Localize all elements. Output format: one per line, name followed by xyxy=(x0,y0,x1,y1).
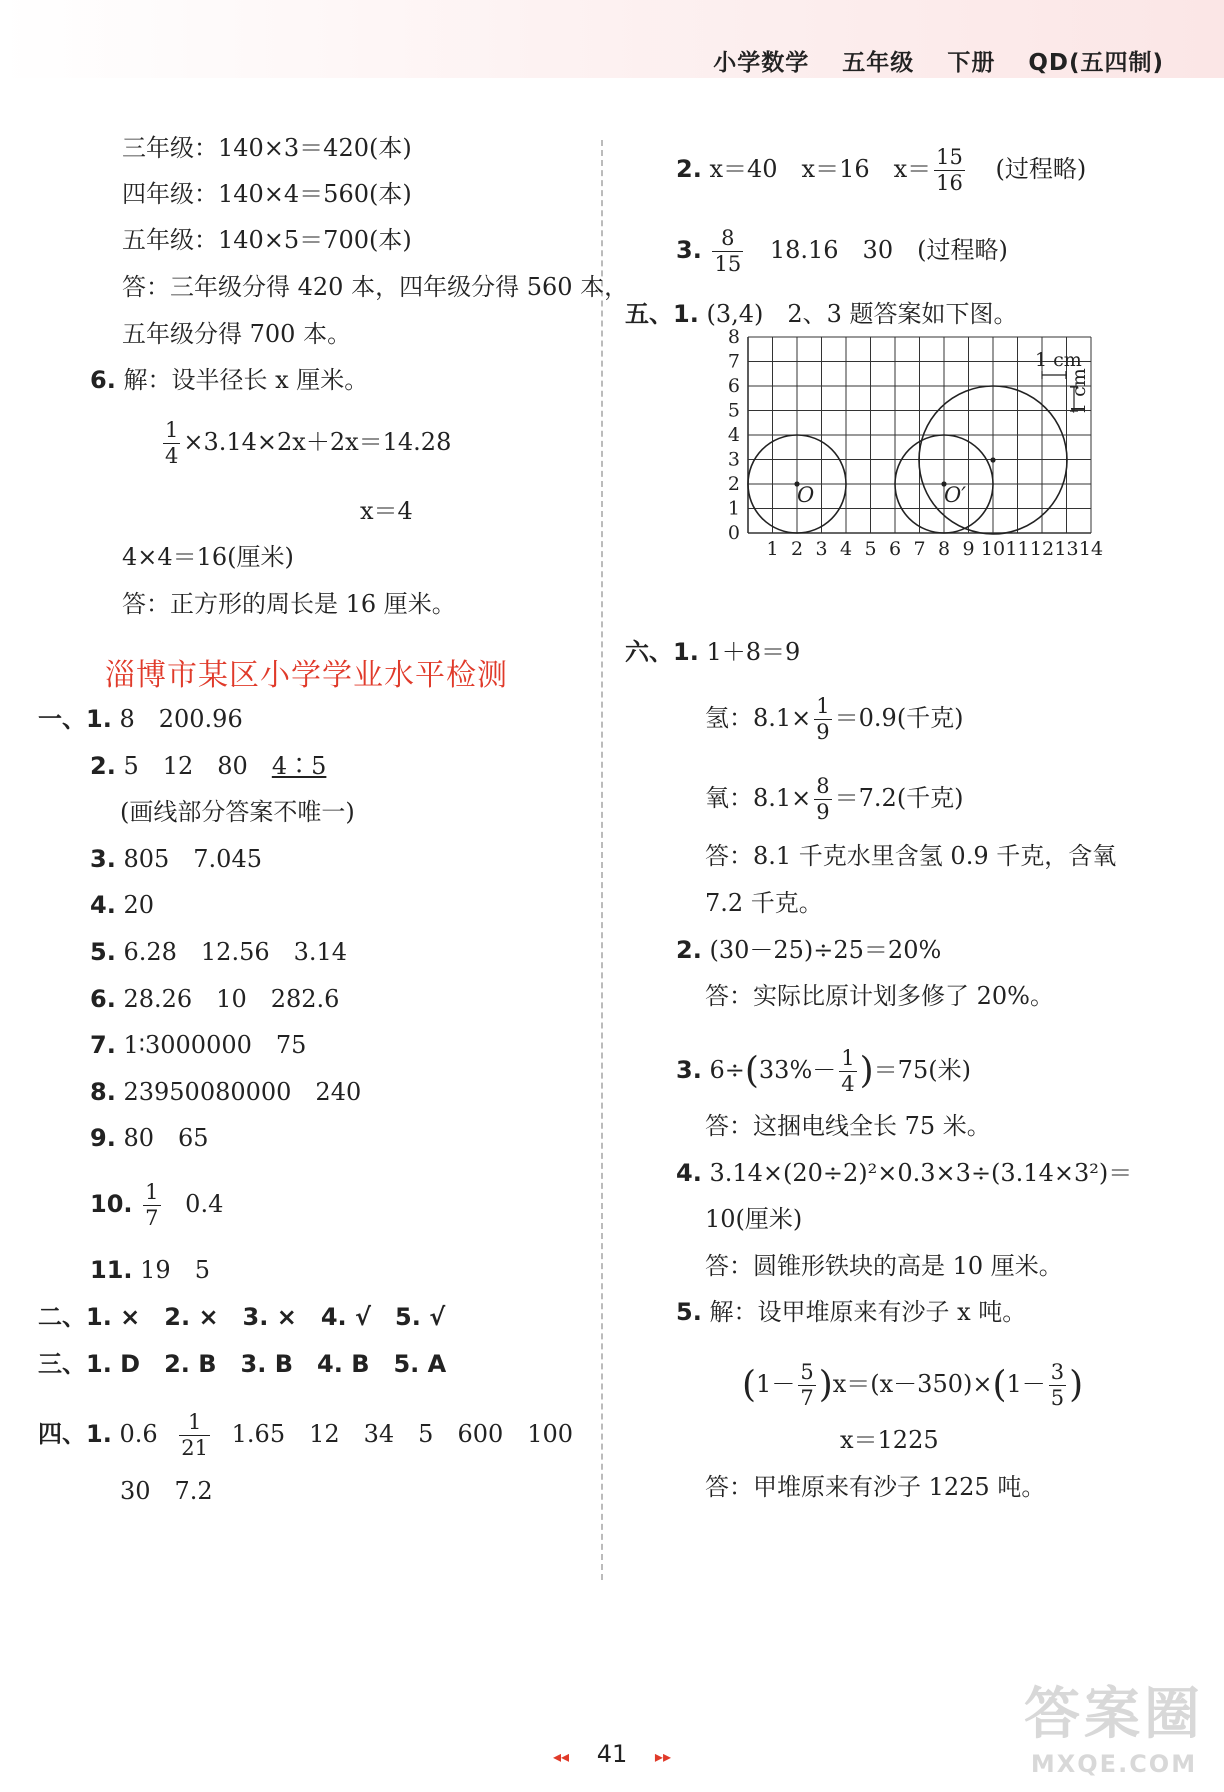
question-6 xyxy=(90,364,368,396)
y-tick-label: 8 xyxy=(727,326,740,348)
fraction: $\frac{3}{5}$ xyxy=(1050,1360,1065,1410)
question-number: 10. xyxy=(90,1190,133,1218)
answer-row xyxy=(90,983,339,1015)
answer-text: 0.6 xyxy=(119,1420,158,1448)
answer-note: (画线部分答案不唯一) xyxy=(120,798,355,826)
x-tick-label: 8 xyxy=(937,538,951,560)
answer-text: 解：设甲堆原来有沙子 x 吨。 xyxy=(709,1298,1027,1326)
fraction: $\frac{1}{4}$ xyxy=(841,1046,855,1096)
next-arrow-icon: ▸▸ xyxy=(654,1747,671,1766)
answer-row xyxy=(676,226,1008,277)
answer-row xyxy=(676,934,941,966)
answer-row xyxy=(90,936,347,968)
header-volume: 下册 xyxy=(947,50,996,76)
answer-line: 答：正方形的周长是 16 厘米。 xyxy=(122,590,456,618)
underlined-answer: 4∶5 xyxy=(271,752,327,780)
header-subject: 小学数学 xyxy=(713,50,810,76)
equation: 氢：8.1× $\frac{1}{9}$ ＝0.9(千克) xyxy=(705,694,964,744)
question-number: 5. xyxy=(90,938,116,966)
question-number: 3. xyxy=(676,236,702,264)
x-tick-label: 12 xyxy=(1029,538,1055,560)
answer-line: 五年级：140×5＝700(本) xyxy=(122,226,412,254)
question-number: 7. xyxy=(90,1031,116,1059)
answer-line: 答：甲堆原来有沙子 1225 吨。 xyxy=(705,1473,1046,1501)
answer-row xyxy=(90,1076,361,1108)
column-divider xyxy=(601,140,603,1580)
answer-row xyxy=(625,636,800,668)
answer-text: 28.26 10 282.6 xyxy=(123,985,340,1013)
x-tick-label: 14 xyxy=(1078,538,1104,560)
coordinate-grid-figure xyxy=(690,326,1110,615)
answer-text: 80 65 xyxy=(123,1124,209,1152)
fraction: $\frac{1}{9}$ xyxy=(816,694,830,744)
answer-row xyxy=(90,750,326,782)
question-number: 2. xyxy=(676,936,702,964)
equation: (1－ $\frac{5}{7}$ )x＝(x－350)×(1－ $\frac{3}{5}$ ) xyxy=(742,1360,1084,1410)
answer-row: 30 7.2 xyxy=(120,1477,213,1505)
answer-line: 答：圆锥形铁块的高是 10 厘米。 xyxy=(705,1252,1063,1280)
answer-text: 解：设半径长 x 厘米。 xyxy=(123,366,369,394)
x-tick-label: 9 xyxy=(962,538,975,560)
answer-line: 答：三年级分得 420 本，四年级分得 560 本， xyxy=(122,273,629,301)
y-tick-label: 5 xyxy=(727,399,740,422)
answer-text: x＝40 x＝16 x＝ xyxy=(709,155,932,183)
answer-row xyxy=(90,843,262,875)
watermark-logo: 答案圈 xyxy=(1024,1682,1204,1747)
answer-row xyxy=(90,1254,210,1286)
answer-line: 三年级：140×3＝420(本) xyxy=(122,134,412,162)
answer-row xyxy=(90,1122,209,1154)
answer-text: 1∶3000000 75 xyxy=(123,1031,307,1059)
x-axis-ticks xyxy=(766,538,1103,560)
unit-v-label: 1 cm xyxy=(1068,368,1090,415)
fraction: $\frac{15}{16}$ xyxy=(936,145,963,195)
x-tick-label: 5 xyxy=(864,538,877,560)
y-tick-label: 3 xyxy=(727,448,740,471)
answer-row: 三、1. D 2. B 3. B 4. B 5. A xyxy=(38,1350,447,1378)
fraction: $\frac{1}{21}$ xyxy=(181,1410,209,1460)
question-number: 11. xyxy=(90,1256,133,1284)
answer-text: 23950080000 240 xyxy=(123,1078,362,1106)
answer-row: 3. 6÷(33%－ $\frac{1}{4}$ )＝75(米) xyxy=(676,1046,971,1096)
x-tick-label: 2 xyxy=(790,538,804,560)
answer-text: (过程略) xyxy=(995,155,1087,183)
fraction: $\frac{1}{4}$ xyxy=(165,418,179,468)
x-tick-label: 10 xyxy=(980,538,1006,560)
answer-row xyxy=(38,1410,573,1461)
question-number: 9. xyxy=(90,1124,116,1152)
x-tick-label: 3 xyxy=(815,538,828,560)
answer-row xyxy=(676,145,1086,196)
label-o-prime: O′ xyxy=(944,483,966,507)
x-tick-label: 1 xyxy=(766,538,779,560)
answer-text: 5 12 80 xyxy=(123,752,272,780)
prev-arrow-icon: ◂◂ xyxy=(553,1747,570,1766)
answer-text: 1.65 12 34 5 600 100 xyxy=(231,1420,574,1448)
question-number: 4. xyxy=(90,891,116,919)
answer-row xyxy=(625,298,1018,330)
answer-text: (3,4) 2、3 题答案如下图。 xyxy=(706,300,1018,328)
header-edition: QD(五四制) xyxy=(1028,50,1164,76)
page-header xyxy=(689,44,1164,77)
y-axis-ticks xyxy=(728,326,740,544)
answer-text: 18.16 30 (过程略) xyxy=(769,236,1008,264)
y-tick-label: 4 xyxy=(727,424,740,446)
question-number: 2. xyxy=(90,752,116,780)
label-o: O xyxy=(797,483,815,507)
question-number: 3. xyxy=(90,845,116,873)
answer-line: 答：8.1 千克水里含氢 0.9 千克，含氧 xyxy=(705,842,1117,870)
x-tick-label: 11 xyxy=(1005,538,1030,560)
answer-line: 答：实际比原计划多修了 20%。 xyxy=(705,982,1054,1010)
question-number: 六、1. xyxy=(625,638,699,666)
answer-line: 四年级：140×4＝560(本) xyxy=(122,180,412,208)
y-tick-label: 2 xyxy=(727,473,740,495)
answer-line: 7.2 千克。 xyxy=(705,889,823,917)
calc-line: 4×4＝16(厘米) xyxy=(122,543,294,571)
question-number: 8. xyxy=(90,1078,116,1106)
answer-row: 二、1. × 2. × 3. × 4. √ 5. √ xyxy=(38,1303,446,1331)
answer-row xyxy=(90,1180,223,1231)
equation: 氧：8.1× $\frac{8}{9}$ ＝7.2(千克) xyxy=(705,774,964,824)
y-tick-label: 1 xyxy=(727,497,740,520)
fraction: $\frac{1}{7}$ xyxy=(145,1180,159,1230)
question-number: 4. xyxy=(676,1159,702,1187)
page-number: 41 xyxy=(596,1740,628,1768)
answer-text: 6.28 12.56 3.14 xyxy=(123,938,348,966)
question-number: 3. xyxy=(676,1056,702,1084)
question-number: 6. xyxy=(90,985,116,1013)
answer-text: 1＋8＝9 xyxy=(706,638,801,666)
answer-row xyxy=(676,1157,1132,1189)
x-tick-label: 13 xyxy=(1054,538,1079,560)
y-tick-label: 6 xyxy=(727,375,740,397)
x-tick-label: 4 xyxy=(839,538,853,560)
watermark xyxy=(1024,1670,1204,1778)
header-grade: 五年级 xyxy=(842,50,915,76)
answer-line: 答：这捆电线全长 75 米。 xyxy=(705,1112,991,1140)
question-number: 五、1. xyxy=(625,300,699,328)
question-number: 5. xyxy=(676,1298,702,1326)
equation-text: ×3.14×2x＋2x＝14.28 xyxy=(183,428,452,456)
fraction: $\frac{8}{9}$ xyxy=(816,774,830,824)
answer-text: 3.14×(20÷2)²×0.3×3÷(3.14×3²)＝ xyxy=(709,1159,1133,1187)
equation xyxy=(160,418,451,469)
question-number: 6. xyxy=(90,366,116,394)
x-tick-label: 7 xyxy=(913,538,926,560)
y-tick-label: 0 xyxy=(727,522,740,544)
answer-text: 19 5 xyxy=(140,1256,210,1284)
answer-row xyxy=(676,1296,1026,1328)
answer-row xyxy=(38,703,243,735)
unit-h-label: 1 cm xyxy=(1035,349,1082,371)
solution-x: x＝1225 xyxy=(840,1426,939,1454)
answer-text: 0.4 xyxy=(185,1190,224,1218)
answer-text: 8 200.96 xyxy=(119,705,243,733)
fraction: $\frac{5}{7}$ xyxy=(800,1360,814,1410)
question-number: 2. xyxy=(676,155,702,183)
answer-text: (30－25)÷25＝20% xyxy=(709,936,942,964)
answer-line: 五年级分得 700 本。 xyxy=(122,320,352,348)
answer-text: 805 7.045 xyxy=(123,845,262,873)
answer-line: 10(厘米) xyxy=(705,1205,803,1233)
x-tick-label: 6 xyxy=(888,538,902,560)
question-number: 四、1. xyxy=(38,1420,112,1448)
fraction: $\frac{8}{15}$ xyxy=(714,226,742,276)
y-tick-label: 7 xyxy=(727,350,740,373)
center-dot-large xyxy=(990,457,995,462)
solution-x: x＝4 xyxy=(360,497,413,525)
answer-row xyxy=(90,1029,306,1061)
section-title: 淄博市某区小学学业水平检测 xyxy=(105,658,508,693)
question-number: 一、1. xyxy=(38,705,112,733)
answer-row xyxy=(90,889,154,921)
watermark-url: MXQE.COM xyxy=(1030,1750,1198,1778)
answer-text: 20 xyxy=(123,891,155,919)
